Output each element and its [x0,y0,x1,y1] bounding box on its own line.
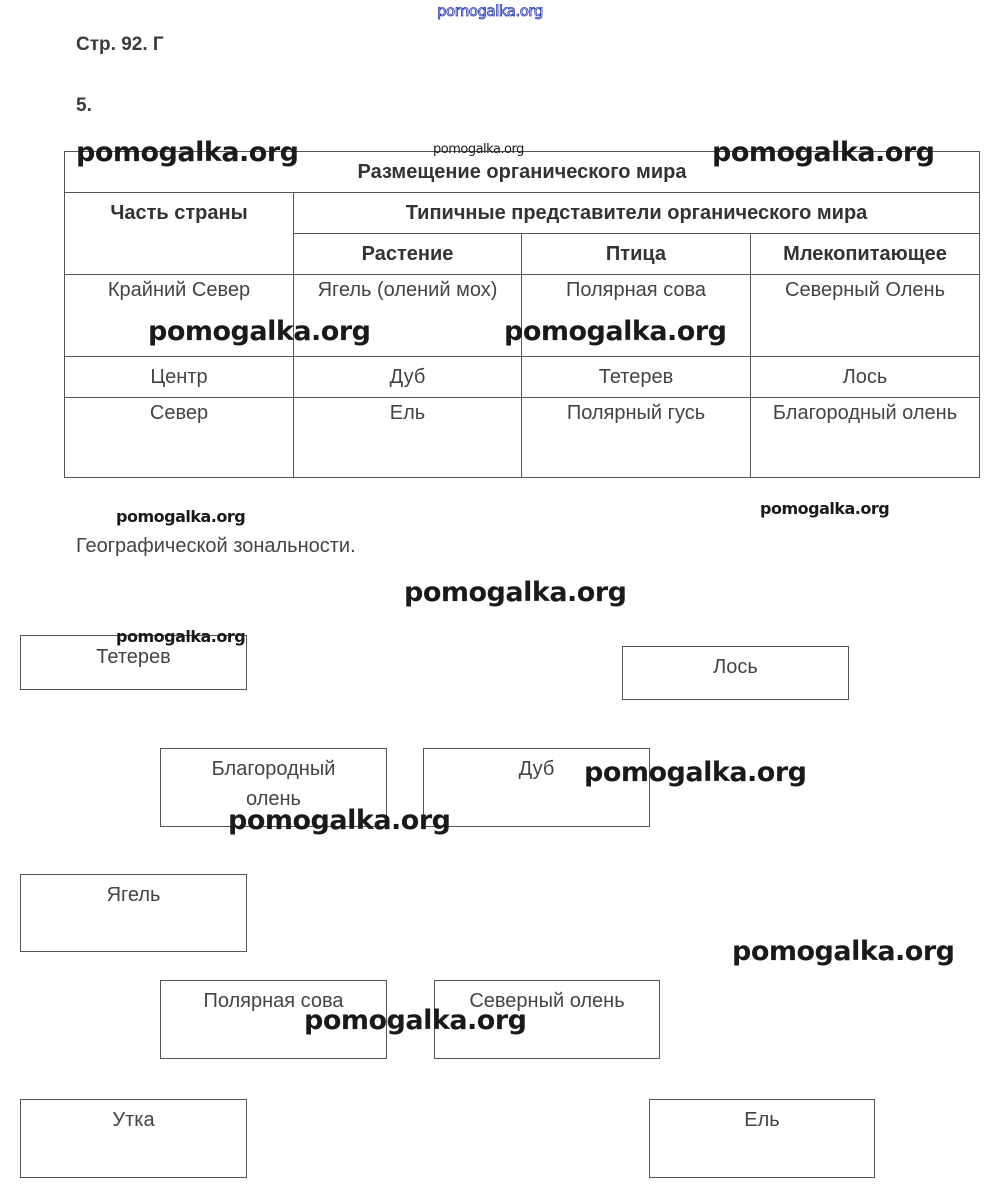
watermark: pomogalka.org [584,757,807,788]
table-row [65,398,980,478]
task-number: 5. [76,95,92,116]
cell-plant: Ель [294,398,522,478]
column-header-plant: Растение [294,234,522,275]
watermark: pomogalka.org [148,316,371,347]
watermark: pomogalka.org [116,627,246,646]
cell-mammal: Лось [751,357,980,398]
organic-world-table [64,151,980,478]
column-header-part: Часть страны [65,193,294,275]
cell-plant: Дуб [294,357,522,398]
watermark: pomogalka.org [433,142,524,157]
column-header-group: Типичные представители органического мира [294,193,980,234]
cell-bird: Тетерев [522,357,751,398]
card-north-deer: Северный олень [434,980,660,1059]
column-header-mammal: Млекопитающее [751,234,980,275]
card-los: Лось [622,646,849,700]
page-label: Стр. 92. Г [76,34,164,55]
card-utka: Утка [20,1099,247,1178]
cell-mammal: Благородный олень [751,398,980,478]
zonality-text: Географической зональности. [76,535,356,557]
watermark: pomogalka.org [504,316,727,347]
cell-part: Крайний Север [65,275,294,357]
watermark: pomogalka.org [116,507,246,526]
card-yagel: Ягель [20,874,247,952]
watermark: pomogalka.org [228,805,451,836]
watermark: pomogalka.org [404,577,627,608]
cell-bird: Полярный гусь [522,398,751,478]
card-dub: Дуб [423,748,650,827]
table-row [65,357,980,398]
cell-bird: Полярная сова [522,275,751,357]
cell-plant: Ягель (олений мох) [294,275,522,357]
watermark: pomogalka.org [732,936,955,967]
watermark: pomogalka.org [76,137,299,168]
card-blagorodny: Благородный олень [160,748,387,827]
table-title: Размещение органического мира [65,152,980,193]
watermark: pomogalka.org [712,137,935,168]
card-el: Ель [649,1099,875,1178]
watermark-top: pomogalka.org [437,2,543,20]
card-teterev: Тетерев [20,635,247,690]
watermark: pomogalka.org [760,499,890,518]
cell-part: Север [65,398,294,478]
column-header-bird: Птица [522,234,751,275]
card-polar-owl: Полярная сова [160,980,387,1059]
cell-mammal: Северный Олень [751,275,980,357]
cell-part: Центр [65,357,294,398]
watermark: pomogalka.org [304,1005,527,1036]
